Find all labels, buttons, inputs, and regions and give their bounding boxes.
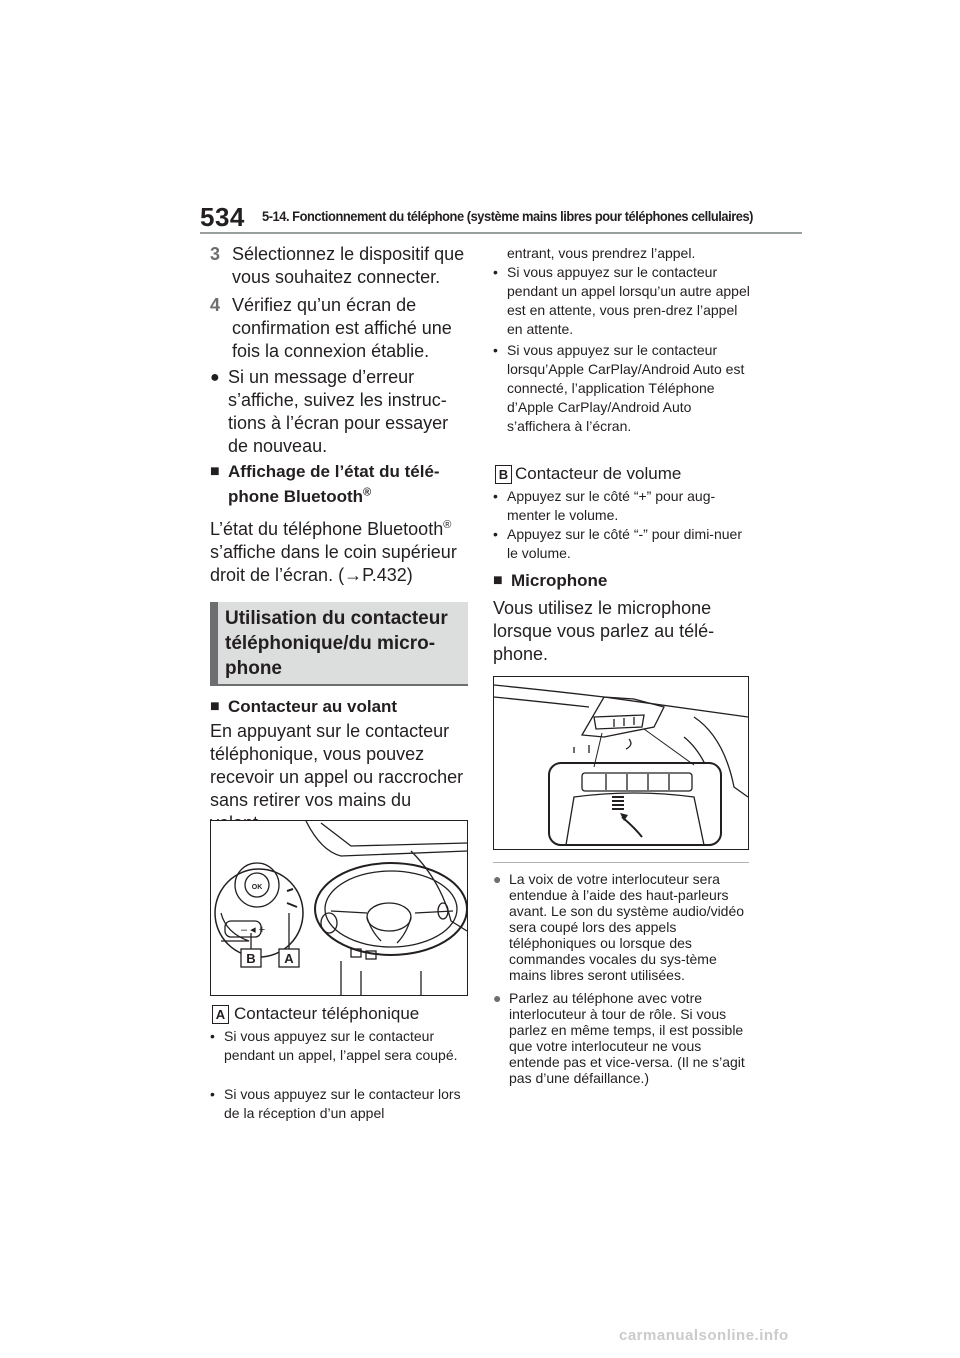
- step-4: [210, 294, 472, 363]
- subhead-bluetooth: [210, 459, 472, 509]
- notes-rule: [493, 862, 749, 863]
- microphone-figure: [493, 676, 749, 850]
- ok-button-label: OK: [251, 884, 263, 891]
- b-item-2: • Appuyez sur le côté “-” pour dimi-nuer le volume.: [493, 526, 742, 561]
- label-a-text: Contacteur téléphonique: [234, 1004, 420, 1023]
- bullet-text: Si un message d’erreur s’affiche, suivez les instruc-tions à l’écran pour essayer de nouveau.: [228, 367, 449, 456]
- bullet-icon: ●: [210, 369, 220, 386]
- note-bullet-icon: ●: [493, 990, 502, 1006]
- square-bullet-icon: ■: [210, 463, 220, 480]
- a-item-2: • Si vous appuyez sur le contacteur lors de la réception d’un appel: [210, 1086, 461, 1121]
- square-bullet-icon: ■: [210, 698, 220, 715]
- step-text: Vérifiez qu’un écran de confirmation est affiché une fois la connexion établie.: [232, 295, 452, 361]
- label-b-text: Contacteur de volume: [515, 464, 682, 483]
- page-ref-link[interactable]: P.432): [362, 565, 413, 585]
- svg-text:– ◂ +: – ◂ +: [241, 924, 266, 936]
- figure-label-b: B: [246, 951, 256, 966]
- watermark: carmanualsonline.info: [619, 1327, 789, 1344]
- note-2: ● Parlez au téléphone avec votre interlocuteur à tour de rôle. Si vous parlez en même temps, il est possible que votre interlocuteur ne vous entende pas et vice-versa. (Il ne s’agit pas d’une défaillance.): [493, 990, 745, 1086]
- subhead-volant: [210, 694, 472, 719]
- registered-mark: ®: [363, 486, 372, 499]
- header-rule: [200, 232, 802, 234]
- note-1: ● La voix de votre interlocuteur sera entendue à l’aide des haut-parleurs avant. Le son du système audio/vidéo sera coupé lors des appels téléphoniques ou lorsque des commandes vocales du sys-tème mains libres seront utilisées.: [493, 871, 745, 983]
- subhead-text: Microphone: [511, 571, 608, 590]
- subhead-text: Contacteur au volant: [228, 697, 398, 716]
- subhead-text: Affichage de l’état du télé- phone Bluetooth®: [228, 462, 440, 506]
- micro-paragraph: Vous utilisez le microphone lorsque vous parlez au télé-phone.: [493, 598, 715, 664]
- a-item-1: • Si vous appuyez sur le contacteur pendant un appel, l’appel sera coupé.: [210, 1028, 458, 1063]
- steering-wheel-illustration: [211, 821, 467, 995]
- steering-wheel-figure: [210, 820, 468, 996]
- bullet-error: [210, 366, 472, 458]
- section-underline: [210, 684, 468, 686]
- arrow-icon: →: [344, 565, 363, 585]
- note-bullet-icon: ●: [493, 871, 502, 887]
- label-a-box: A: [212, 1005, 229, 1024]
- step-number: 3: [210, 244, 221, 264]
- step-text: Sélectionnez le dispositif que vous souhaitez connecter.: [232, 244, 465, 287]
- microphone-illustration: [494, 677, 748, 849]
- step-3: [210, 243, 472, 289]
- a-item-4: • Si vous appuyez sur le contacteur lorsqu’Apple CarPlay/Android Auto est connecté, l’application Téléphone d’Apple CarPlay/Android Auto s’affichera à l’écran.: [493, 342, 745, 434]
- a-item-3: • Si vous appuyez sur le contacteur pendant un appel lorsqu’un autre appel est en attente, vous pren-drez l’appel en attente.: [493, 264, 750, 337]
- volant-paragraph: En appuyant sur le contacteur téléphonique, vous pouvez recevoir un appel ou raccrocher sans retirer vos mains du: [210, 721, 464, 810]
- figure-label-a: A: [284, 951, 294, 966]
- step-number: 4: [210, 295, 221, 315]
- label-b-box: B: [495, 465, 512, 484]
- page-number: 534: [200, 202, 245, 232]
- b-item-1: • Appuyez sur le côté “+” pour aug-menter le volume.: [493, 488, 716, 523]
- square-bullet-icon: ■: [493, 572, 503, 589]
- subhead-microphone: [493, 568, 755, 593]
- bluetooth-paragraph: L’état du téléphone Bluetooth® s’affiche dans le coin supérieur droit de l’écran. (→P.432): [210, 519, 457, 585]
- running-title: 5-14. Fonctionnement du téléphone (système mains libres pour téléphones cellulaires): [262, 208, 754, 224]
- section-title: Utilisation du contacteur téléphonique/du micro-phone: [225, 608, 448, 679]
- section-header-bar: [210, 602, 218, 684]
